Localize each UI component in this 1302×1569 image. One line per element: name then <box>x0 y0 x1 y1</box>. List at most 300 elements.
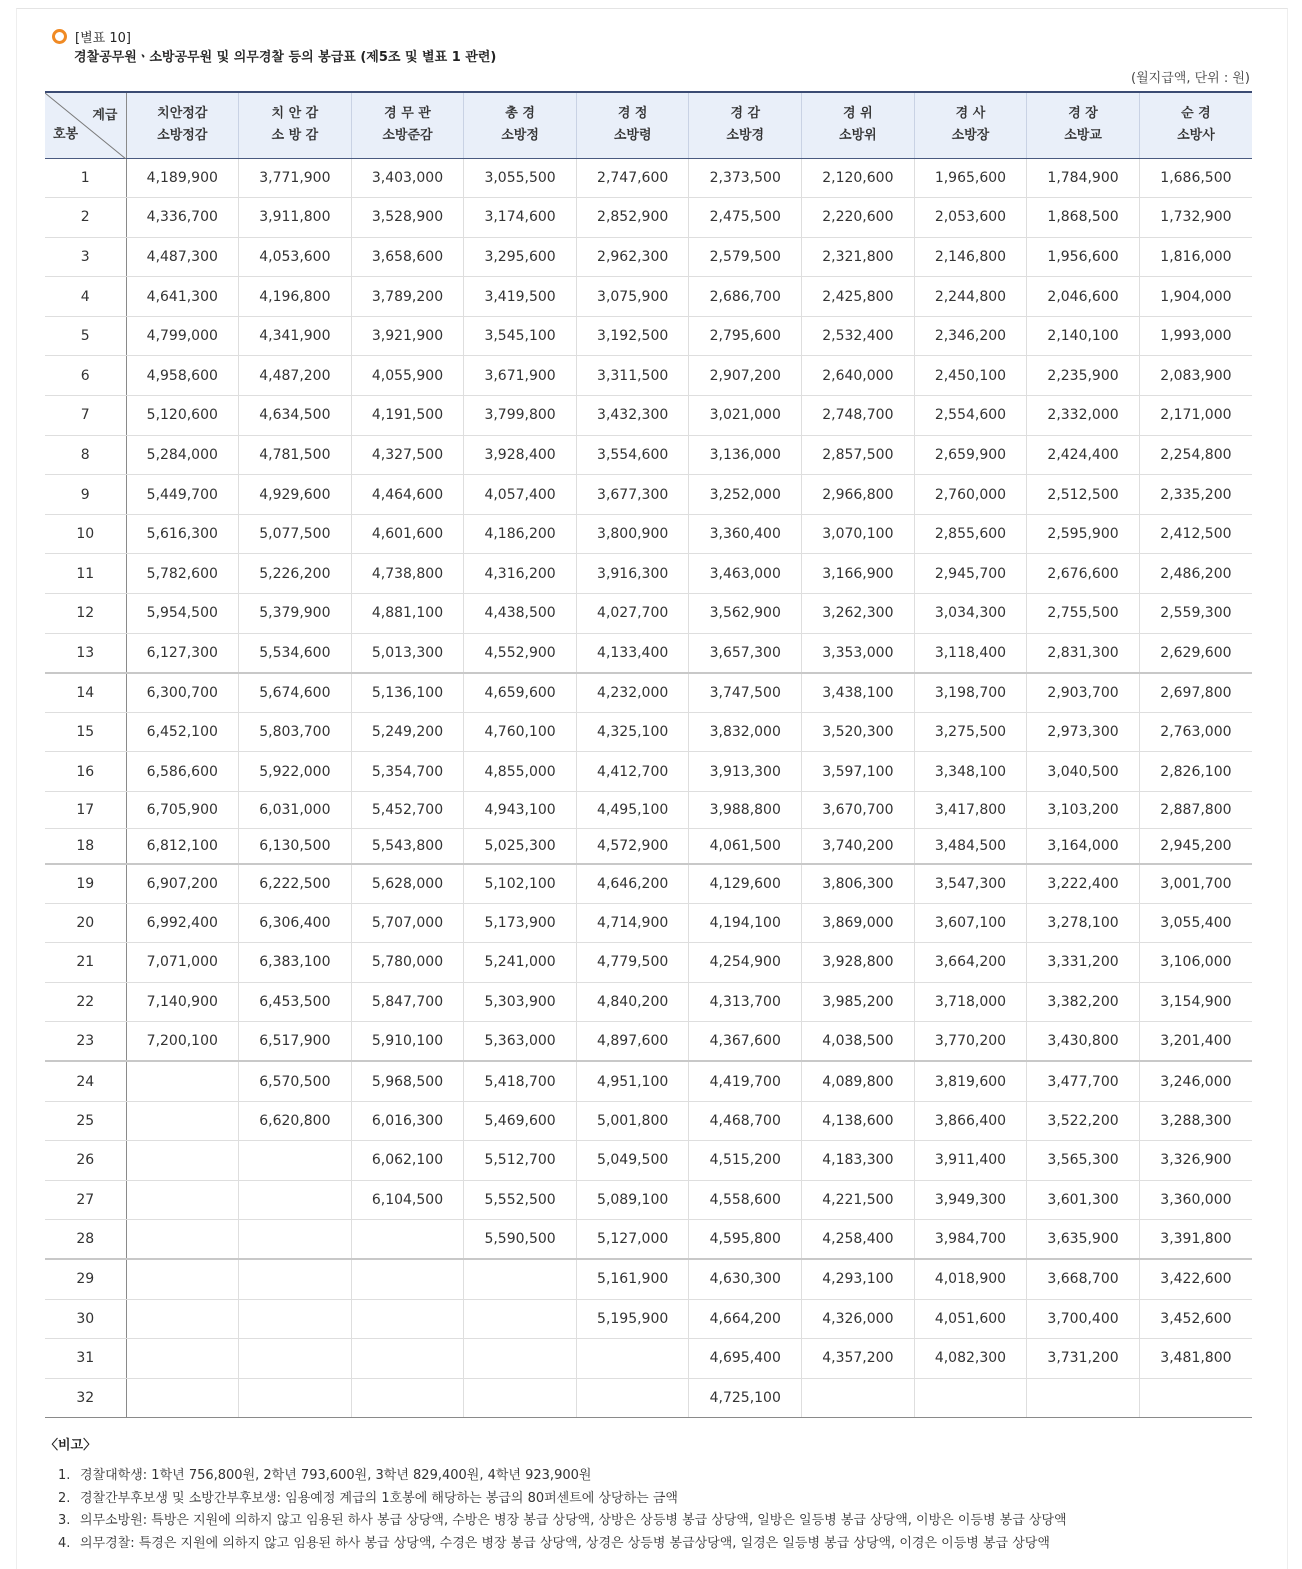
table-row <box>45 356 1252 396</box>
fire-rank: 소방경 <box>726 128 765 144</box>
salary-cell: 4,601,600 <box>351 514 464 554</box>
step-cell: 30 <box>45 1299 126 1339</box>
salary-cell: 3,075,900 <box>576 277 689 317</box>
note-item <box>58 1511 1067 1534</box>
step-cell: 11 <box>45 554 126 594</box>
table-row <box>45 158 1252 198</box>
salary-cell: 4,515,200 <box>689 1141 802 1181</box>
salary-cell <box>239 1378 352 1418</box>
step-cell: 8 <box>45 435 126 475</box>
table-row <box>45 1101 1252 1141</box>
salary-cell: 2,346,200 <box>914 316 1027 356</box>
salary-cell: 3,547,300 <box>914 864 1027 904</box>
step-cell: 15 <box>45 712 126 752</box>
salary-cell: 6,127,300 <box>126 633 239 673</box>
salary-cell: 4,061,500 <box>689 829 802 864</box>
note-number: 2. <box>58 1490 71 1506</box>
salary-cell: 4,419,700 <box>689 1061 802 1101</box>
salary-cell <box>576 1339 689 1379</box>
salary-cell: 2,235,900 <box>1027 356 1140 396</box>
step-cell: 21 <box>45 943 126 983</box>
salary-cell: 4,089,800 <box>802 1061 915 1101</box>
notes-title: 〈비고〉 <box>45 1438 97 1453</box>
step-cell: 19 <box>45 864 126 904</box>
salary-cell: 3,949,300 <box>914 1180 1027 1220</box>
step-cell: 2 <box>45 198 126 238</box>
grade-label: 계급 <box>92 108 118 123</box>
salary-cell: 4,027,700 <box>576 594 689 634</box>
step-cell: 1 <box>45 158 126 198</box>
salary-cell: 5,954,500 <box>126 594 239 634</box>
fire-rank: 소방정감 <box>157 128 208 144</box>
salary-cell <box>351 1299 464 1339</box>
salary-cell: 3,278,100 <box>1027 903 1140 943</box>
table-row <box>45 277 1252 317</box>
salary-cell: 3,601,300 <box>1027 1180 1140 1220</box>
salary-cell: 2,855,600 <box>914 514 1027 554</box>
salary-cell: 4,189,900 <box>126 158 239 198</box>
column-header <box>689 92 802 158</box>
step-cell: 28 <box>45 1220 126 1260</box>
police-rank: 경 사 <box>955 106 986 122</box>
salary-cell: 3,326,900 <box>1139 1141 1252 1181</box>
salary-cell <box>239 1299 352 1339</box>
salary-cell: 5,968,500 <box>351 1061 464 1101</box>
salary-cell: 4,313,700 <box>689 982 802 1022</box>
note-number: 1. <box>58 1468 71 1483</box>
salary-cell: 5,161,900 <box>576 1259 689 1299</box>
note-number: 3. <box>58 1513 71 1528</box>
salary-cell: 2,532,400 <box>802 316 915 356</box>
salary-cell: 3,869,000 <box>802 903 915 943</box>
salary-cell: 3,438,100 <box>802 673 915 713</box>
salary-cell: 3,055,500 <box>464 158 577 198</box>
salary-cell <box>914 1378 1027 1418</box>
salary-cell <box>239 1180 352 1220</box>
police-rank: 순 경 <box>1181 106 1211 122</box>
table-row <box>45 514 1252 554</box>
salary-cell: 5,534,600 <box>239 633 352 673</box>
salary-cell <box>351 1259 464 1299</box>
salary-cell: 5,195,900 <box>576 1299 689 1339</box>
police-rank: 경 무 관 <box>384 106 431 122</box>
salary-cell: 5,127,000 <box>576 1220 689 1260</box>
salary-cell: 1,784,900 <box>1027 158 1140 198</box>
step-cell: 31 <box>45 1339 126 1379</box>
salary-cell: 4,760,100 <box>464 712 577 752</box>
salary-cell: 3,522,200 <box>1027 1101 1140 1141</box>
salary-cell: 3,360,400 <box>689 514 802 554</box>
column-header <box>1139 92 1252 158</box>
salary-cell: 3,136,000 <box>689 435 802 475</box>
salary-cell: 3,432,300 <box>576 396 689 436</box>
salary-cell: 2,676,600 <box>1027 554 1140 594</box>
salary-cell: 3,331,200 <box>1027 943 1140 983</box>
salary-cell: 3,246,000 <box>1139 1061 1252 1101</box>
salary-cell: 2,146,800 <box>914 237 1027 277</box>
salary-cell <box>126 1299 239 1339</box>
salary-cell: 5,226,200 <box>239 554 352 594</box>
salary-cell: 4,468,700 <box>689 1101 802 1141</box>
note-item <box>58 1489 1067 1512</box>
salary-cell: 3,913,300 <box>689 752 802 792</box>
step-cell: 22 <box>45 982 126 1022</box>
column-header <box>576 92 689 158</box>
salary-cell: 2,831,300 <box>1027 633 1140 673</box>
salary-cell: 6,705,900 <box>126 792 239 829</box>
table-row <box>45 752 1252 792</box>
salary-cell: 4,053,600 <box>239 237 352 277</box>
salary-cell: 2,966,800 <box>802 475 915 515</box>
salary-cell: 3,288,300 <box>1139 1101 1252 1141</box>
salary-cell: 4,929,600 <box>239 475 352 515</box>
salary-cell: 3,789,200 <box>351 277 464 317</box>
salary-cell: 4,341,900 <box>239 316 352 356</box>
table-row <box>45 435 1252 475</box>
salary-cell: 3,916,300 <box>576 554 689 594</box>
salary-cell: 6,306,400 <box>239 903 352 943</box>
salary-cell: 2,697,800 <box>1139 673 1252 713</box>
table-row <box>45 982 1252 1022</box>
salary-cell: 4,412,700 <box>576 752 689 792</box>
salary-cell <box>239 1141 352 1181</box>
salary-cell: 4,057,400 <box>464 475 577 515</box>
salary-cell: 3,670,700 <box>802 792 915 829</box>
salary-cell: 4,055,900 <box>351 356 464 396</box>
salary-cell: 5,284,000 <box>126 435 239 475</box>
salary-cell: 6,907,200 <box>126 864 239 904</box>
salary-cell: 6,812,100 <box>126 829 239 864</box>
table-row <box>45 943 1252 983</box>
salary-cell: 2,962,300 <box>576 237 689 277</box>
salary-cell: 2,659,900 <box>914 435 1027 475</box>
table-row <box>45 316 1252 356</box>
salary-cell: 2,755,500 <box>1027 594 1140 634</box>
salary-cell: 3,463,000 <box>689 554 802 594</box>
salary-cell: 5,077,500 <box>239 514 352 554</box>
salary-cell: 3,911,800 <box>239 198 352 238</box>
salary-cell: 4,659,600 <box>464 673 577 713</box>
salary-cell: 3,262,300 <box>802 594 915 634</box>
salary-cell: 1,868,500 <box>1027 198 1140 238</box>
salary-cell: 1,965,600 <box>914 158 1027 198</box>
salary-cell: 3,988,800 <box>689 792 802 829</box>
note-text: 의무경찰: 특경은 지원에 의하지 않고 임용된 하사 봉급 상당액, 수경은 병장 봉급 상당액, 상경은 상등병 봉급상당액, 일경은 일등병 봉급 상당액, 이경은 이등병 봉급 상당액 <box>80 1535 1050 1551</box>
salary-cell: 2,053,600 <box>914 198 1027 238</box>
salary-cell: 3,192,500 <box>576 316 689 356</box>
salary-cell: 4,487,300 <box>126 237 239 277</box>
salary-cell: 2,763,000 <box>1139 712 1252 752</box>
salary-cell: 3,382,200 <box>1027 982 1140 1022</box>
salary-cell: 4,695,400 <box>689 1339 802 1379</box>
salary-cell: 3,771,900 <box>239 158 352 198</box>
table-row <box>45 1141 1252 1181</box>
police-rank: 경 감 <box>730 106 761 122</box>
salary-cell: 2,640,000 <box>802 356 915 396</box>
salary-cell: 3,800,900 <box>576 514 689 554</box>
salary-cell: 3,928,400 <box>464 435 577 475</box>
salary-cell: 6,570,500 <box>239 1061 352 1101</box>
salary-cell: 4,725,100 <box>689 1378 802 1418</box>
salary-cell: 1,732,900 <box>1139 198 1252 238</box>
salary-cell: 3,275,500 <box>914 712 1027 752</box>
salary-cell: 6,062,100 <box>351 1141 464 1181</box>
salary-cell: 5,590,500 <box>464 1220 577 1260</box>
salary-cell: 3,430,800 <box>1027 1022 1140 1062</box>
note-item <box>58 1534 1067 1557</box>
salary-cell: 4,018,900 <box>914 1259 1027 1299</box>
fire-rank: 소방령 <box>613 128 652 144</box>
salary-cell: 4,183,300 <box>802 1141 915 1181</box>
column-header <box>126 92 239 158</box>
salary-cell: 3,607,100 <box>914 903 1027 943</box>
salary-cell <box>126 1339 239 1379</box>
table-row <box>45 903 1252 943</box>
step-cell: 26 <box>45 1141 126 1181</box>
table-row <box>45 1299 1252 1339</box>
salary-cell: 1,993,000 <box>1139 316 1252 356</box>
salary-cell: 3,391,800 <box>1139 1220 1252 1260</box>
column-header <box>1027 92 1140 158</box>
salary-cell: 3,565,300 <box>1027 1141 1140 1181</box>
salary-cell: 5,922,000 <box>239 752 352 792</box>
salary-cell: 3,562,900 <box>689 594 802 634</box>
salary-cell: 5,102,100 <box>464 864 577 904</box>
salary-cell: 4,232,000 <box>576 673 689 713</box>
salary-cell: 3,452,600 <box>1139 1299 1252 1339</box>
salary-cell: 4,897,600 <box>576 1022 689 1062</box>
salary-cell: 4,552,900 <box>464 633 577 673</box>
salary-cell: 4,664,200 <box>689 1299 802 1339</box>
step-cell: 27 <box>45 1180 126 1220</box>
note-text: 의무소방원: 특방은 지원에 의하지 않고 임용된 하사 봉급 상당액, 수방은 병장 봉급 상당액, 상방은 상등병 봉급 상당액, 일방은 일등병 봉급 상당액, 이방은 이등병 봉급 상당액 <box>80 1513 1067 1528</box>
header-row <box>45 92 1252 158</box>
salary-cell: 2,083,900 <box>1139 356 1252 396</box>
salary-cell: 4,133,400 <box>576 633 689 673</box>
fire-rank: 소방교 <box>1064 128 1102 144</box>
salary-cell: 5,707,000 <box>351 903 464 943</box>
annex-label: [별표 10] <box>75 30 131 46</box>
salary-cell: 6,453,500 <box>239 982 352 1022</box>
table-row <box>45 1339 1252 1379</box>
table-row <box>45 792 1252 829</box>
salary-cell <box>576 1378 689 1418</box>
salary-cell: 2,629,600 <box>1139 633 1252 673</box>
salary-cell: 2,595,900 <box>1027 514 1140 554</box>
salary-cell: 3,477,700 <box>1027 1061 1140 1101</box>
salary-cell: 2,424,400 <box>1027 435 1140 475</box>
salary-cell: 3,740,200 <box>802 829 915 864</box>
salary-cell: 3,040,500 <box>1027 752 1140 792</box>
salary-cell: 2,748,700 <box>802 396 915 436</box>
salary-cell: 6,620,800 <box>239 1101 352 1141</box>
salary-cell: 6,992,400 <box>126 903 239 943</box>
salary-cell <box>464 1339 577 1379</box>
salary-cell: 2,412,500 <box>1139 514 1252 554</box>
salary-cell: 2,903,700 <box>1027 673 1140 713</box>
salary-cell: 3,252,000 <box>689 475 802 515</box>
salary-cell: 2,254,800 <box>1139 435 1252 475</box>
salary-cell: 4,194,100 <box>689 903 802 943</box>
police-rank: 경 정 <box>617 106 648 122</box>
salary-cell: 5,379,900 <box>239 594 352 634</box>
salary-cell: 4,646,200 <box>576 864 689 904</box>
salary-cell: 5,469,600 <box>464 1101 577 1141</box>
salary-cell: 3,103,200 <box>1027 792 1140 829</box>
salary-cell: 4,138,600 <box>802 1101 915 1141</box>
salary-cell <box>464 1259 577 1299</box>
salary-cell: 4,951,100 <box>576 1061 689 1101</box>
salary-cell: 5,136,100 <box>351 673 464 713</box>
salary-cell: 6,016,300 <box>351 1101 464 1141</box>
salary-cell: 1,904,000 <box>1139 277 1252 317</box>
salary-cell: 3,832,000 <box>689 712 802 752</box>
salary-cell: 1,956,600 <box>1027 237 1140 277</box>
salary-cell: 3,911,400 <box>914 1141 1027 1181</box>
step-cell: 23 <box>45 1022 126 1062</box>
column-header <box>802 92 915 158</box>
step-cell: 9 <box>45 475 126 515</box>
salary-cell: 3,528,900 <box>351 198 464 238</box>
salary-cell: 3,481,800 <box>1139 1339 1252 1379</box>
salary-cell: 2,171,000 <box>1139 396 1252 436</box>
salary-cell: 5,049,500 <box>576 1141 689 1181</box>
step-cell: 18 <box>45 829 126 864</box>
salary-cell: 4,336,700 <box>126 198 239 238</box>
unit-note: (월지급액, 단위 : 원) <box>1131 71 1250 86</box>
salary-cell <box>126 1061 239 1101</box>
fire-rank: 소방정 <box>501 128 539 144</box>
salary-cell: 6,383,100 <box>239 943 352 983</box>
table-row <box>45 1022 1252 1062</box>
table-header <box>52 26 131 46</box>
salary-cell: 2,554,600 <box>914 396 1027 436</box>
salary-cell: 4,038,500 <box>802 1022 915 1062</box>
salary-cell: 1,686,500 <box>1139 158 1252 198</box>
table-row <box>45 475 1252 515</box>
salary-cell: 2,747,600 <box>576 158 689 198</box>
salary-cell: 3,295,600 <box>464 237 577 277</box>
step-cell: 4 <box>45 277 126 317</box>
circle-bullet-icon <box>52 29 67 44</box>
salary-cell: 3,668,700 <box>1027 1259 1140 1299</box>
table-row <box>45 633 1252 673</box>
salary-cell: 5,674,600 <box>239 673 352 713</box>
table-row <box>45 673 1252 713</box>
salary-cell: 3,520,300 <box>802 712 915 752</box>
salary-cell: 3,484,500 <box>914 829 1027 864</box>
note-item <box>58 1466 1067 1489</box>
salary-cell: 3,657,300 <box>689 633 802 673</box>
fire-rank: 소방장 <box>951 128 990 144</box>
step-cell: 17 <box>45 792 126 829</box>
step-cell: 25 <box>45 1101 126 1141</box>
salary-cell: 4,186,200 <box>464 514 577 554</box>
salary-cell: 2,450,100 <box>914 356 1027 396</box>
salary-cell: 4,779,500 <box>576 943 689 983</box>
salary-cell: 2,907,200 <box>689 356 802 396</box>
salary-cell: 3,671,900 <box>464 356 577 396</box>
table-row <box>45 1220 1252 1260</box>
column-header <box>239 92 352 158</box>
salary-cell: 3,700,400 <box>1027 1299 1140 1339</box>
salary-cell: 3,597,100 <box>802 752 915 792</box>
salary-cell <box>239 1339 352 1379</box>
salary-cell: 3,201,400 <box>1139 1022 1252 1062</box>
step-cell: 6 <box>45 356 126 396</box>
salary-cell <box>351 1378 464 1418</box>
salary-cell: 2,425,800 <box>802 277 915 317</box>
salary-cell: 3,417,800 <box>914 792 1027 829</box>
salary-cell <box>802 1378 915 1418</box>
salary-cell: 6,300,700 <box>126 673 239 713</box>
salary-cell: 3,554,600 <box>576 435 689 475</box>
salary-cell: 2,486,200 <box>1139 554 1252 594</box>
note-text: 경찰대학생: 1학년 756,800원, 2학년 793,600원, 3학년 829,400원, 4학년 923,900원 <box>80 1468 592 1483</box>
police-rank: 치 안 감 <box>271 106 319 122</box>
salary-cell: 5,512,700 <box>464 1141 577 1181</box>
salary-cell: 2,945,200 <box>1139 829 1252 864</box>
salary-cell: 5,089,100 <box>576 1180 689 1220</box>
salary-cell: 2,559,300 <box>1139 594 1252 634</box>
salary-cell: 2,579,500 <box>689 237 802 277</box>
salary-cell: 3,419,500 <box>464 277 577 317</box>
salary-cell: 3,353,000 <box>802 633 915 673</box>
salary-cell: 4,487,200 <box>239 356 352 396</box>
salary-cell <box>351 1220 464 1260</box>
note-number: 4. <box>58 1535 71 1551</box>
step-cell: 29 <box>45 1259 126 1299</box>
salary-cell: 5,628,000 <box>351 864 464 904</box>
salary-cell: 5,013,300 <box>351 633 464 673</box>
salary-cell: 4,325,100 <box>576 712 689 752</box>
table-row <box>45 1378 1252 1418</box>
salary-cell <box>239 1259 352 1299</box>
step-cell: 14 <box>45 673 126 713</box>
step-cell: 16 <box>45 752 126 792</box>
salary-cell: 2,046,600 <box>1027 277 1140 317</box>
column-header <box>914 92 1027 158</box>
table-row <box>45 198 1252 238</box>
salary-cell: 3,799,800 <box>464 396 577 436</box>
salary-cell: 3,174,600 <box>464 198 577 238</box>
salary-cell: 5,173,900 <box>464 903 577 943</box>
fire-rank: 소방위 <box>839 128 877 144</box>
salary-cell: 3,866,400 <box>914 1101 1027 1141</box>
salary-cell: 5,552,500 <box>464 1180 577 1220</box>
salary-cell: 2,826,100 <box>1139 752 1252 792</box>
salary-cell: 4,316,200 <box>464 554 577 594</box>
salary-cell: 5,025,300 <box>464 829 577 864</box>
step-cell: 7 <box>45 396 126 436</box>
salary-cell: 5,363,000 <box>464 1022 577 1062</box>
salary-cell: 3,348,100 <box>914 752 1027 792</box>
salary-cell: 3,819,600 <box>914 1061 1027 1101</box>
note-text: 경찰간부후보생 및 소방간부후보생: 임용예정 계급의 1호봉에 해당하는 봉급의 80퍼센트에 상당하는 금액 <box>80 1490 678 1506</box>
salary-cell: 4,254,900 <box>689 943 802 983</box>
salary-cell <box>126 1101 239 1141</box>
diagonal-header-cell <box>45 92 126 158</box>
salary-cell: 2,321,800 <box>802 237 915 277</box>
salary-cell: 3,198,700 <box>914 673 1027 713</box>
salary-cell: 4,738,800 <box>351 554 464 594</box>
salary-cell: 3,984,700 <box>914 1220 1027 1260</box>
salary-cell: 3,545,100 <box>464 316 577 356</box>
salary-cell: 4,630,300 <box>689 1259 802 1299</box>
salary-cell: 5,249,200 <box>351 712 464 752</box>
notes-list <box>58 1466 1067 1556</box>
salary-cell: 3,403,000 <box>351 158 464 198</box>
